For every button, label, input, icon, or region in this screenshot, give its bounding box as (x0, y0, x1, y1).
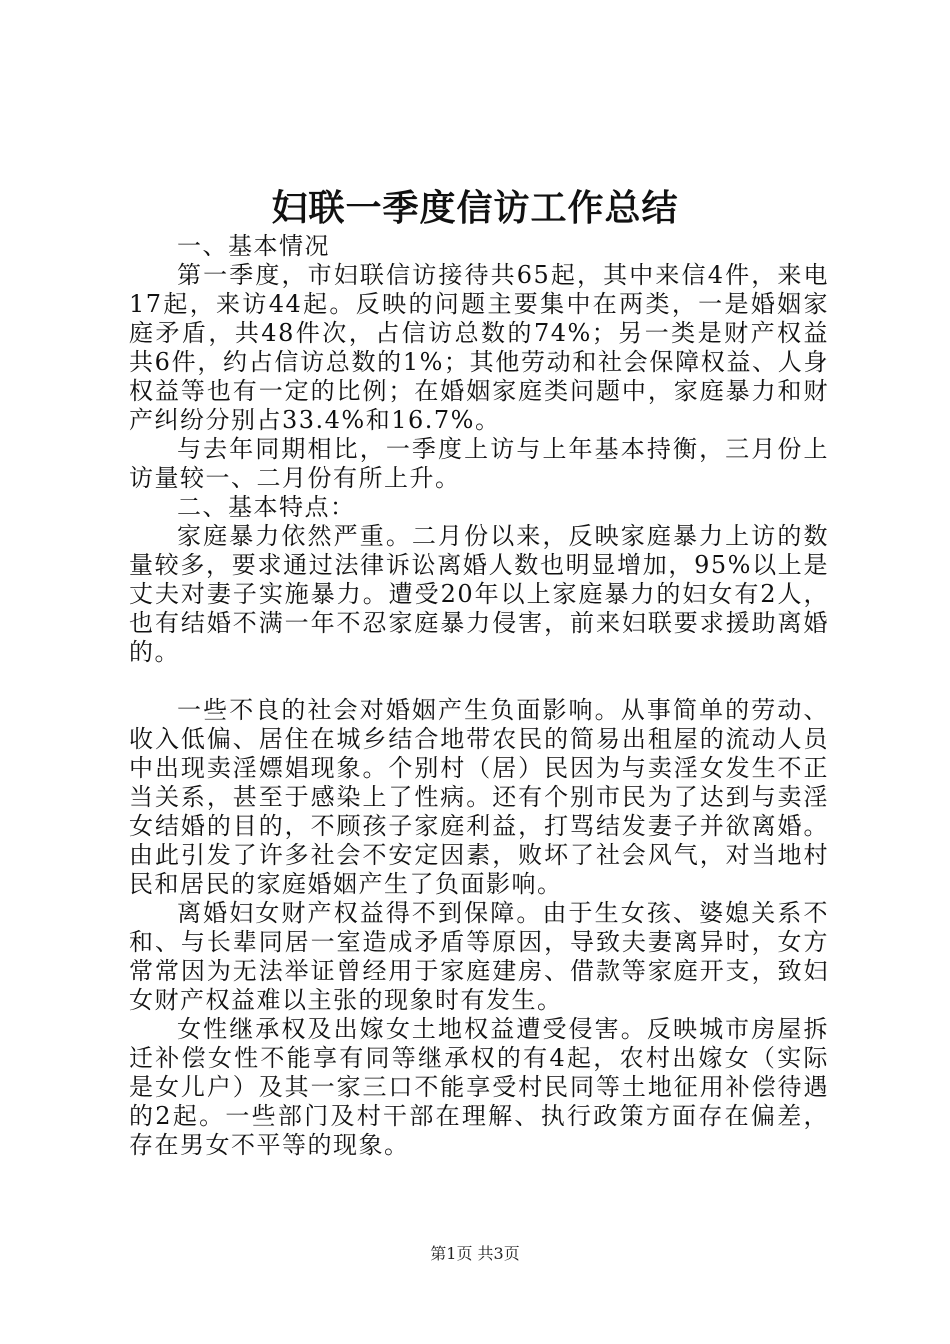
blank-line (129, 667, 829, 696)
paragraph-domestic-violence: 家庭暴力依然严重。二月份以来，反映家庭暴力上访的数量较多，要求通过法律诉讼离婚人数也明显增加，95%以上是丈夫对妻子实施暴力。遭受20年以上家庭暴力的妇女有2人，也有结婚不满一年不忍家庭暴力侵害，前来妇联要求援助离婚的。 (129, 522, 829, 666)
page-footer: 第1页 共3页 (430, 1244, 520, 1263)
section-heading-basic-situation: 一、基本情况 (177, 232, 330, 260)
paragraph-comparison: 与去年同期相比，一季度上访与上年基本持衡，三月份上访量较一、二月份有所上升。 (129, 435, 829, 492)
section-heading-basic-features: 二、基本特点： (177, 493, 356, 521)
paragraph-statistics: 第一季度，市妇联信访接待共65起，其中来信4件，来电17起，来访44起。反映的问题主要集中在两类，一是婚姻家庭矛盾，共48件次，占信访总数的74%；另一类是财产权益共6件，约占信访总数的1%；其他劳动和社会保障权益、人身权益等也有一定的比例；在婚姻家庭类问题中，家庭暴力和财产纠纷分别占33.4%和16.7%。 (129, 261, 829, 434)
paragraph-inheritance-rights: 女性继承权及出嫁女土地权益遭受侵害。反映城市房屋拆迁补偿女性不能享有同等继承权的有4起，农村出嫁女（实际是女儿户）及其一家三口不能享受村民同等土地征用补偿待遇的2起。一些部门及村干部在理解、执行政策方面存在偏差，存在男女不平等的现象。 (129, 1015, 829, 1159)
paragraph-social-influence: 一些不良的社会对婚姻产生负面影响。从事简单的劳动、收入低偏、居住在城乡结合地带农民的简易出租屋的流动人员中出现卖淫嫖娼现象。个别村（居）民因为与卖淫女发生不正当关系，甚至于感染上了性病。还有个别市民为了达到与卖淫女结婚的目的，不顾孩子家庭利益，打骂结发妻子并欲离婚。由此引发了许多社会不安定因素，败坏了社会风气，对当地村民和居民的家庭婚姻产生了负面影响。 (129, 696, 829, 898)
document-title: 妇联一季度信访工作总结 (271, 187, 679, 229)
document-body (129, 232, 829, 1160)
paragraph-property-rights: 离婚妇女财产权益得不到保障。由于生女孩、婆媳关系不和、与长辈同居一室造成矛盾等原因，导致夫妻离异时，女方常常因为无法举证曾经用于家庭建房、借款等家庭开支，致妇女财产权益难以主张的现象时有发生。 (129, 899, 829, 1014)
